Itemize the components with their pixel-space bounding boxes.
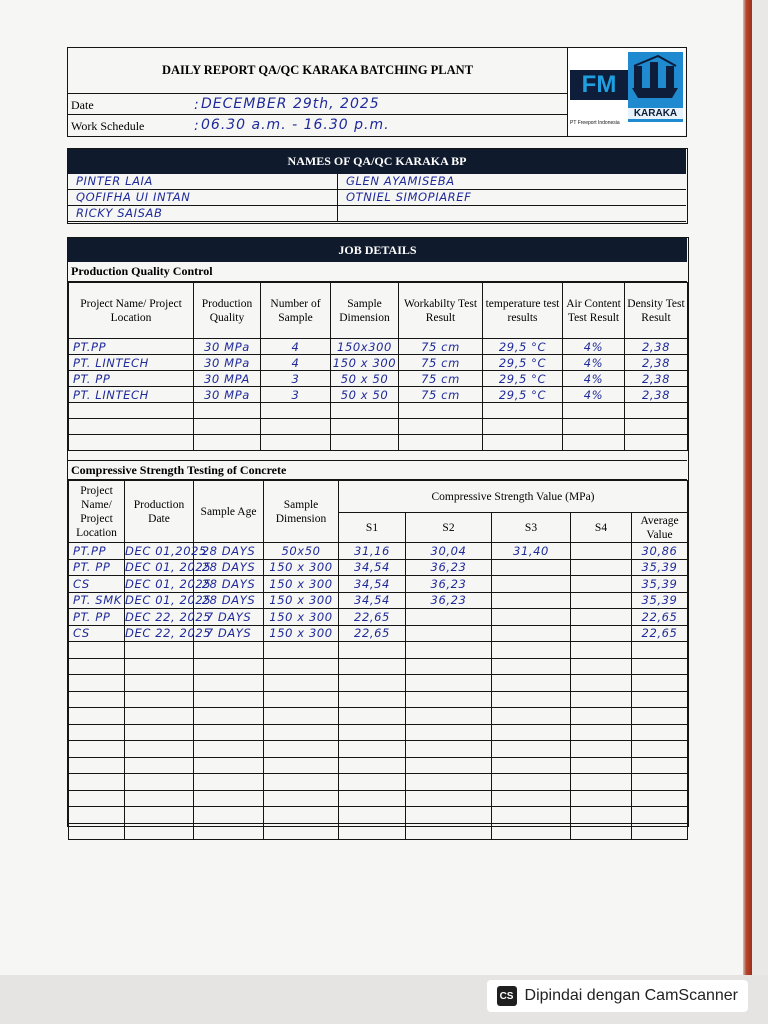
table-cell <box>69 724 125 741</box>
table-cell <box>571 741 632 758</box>
table-cell <box>339 724 406 741</box>
table-cell: 34,54 <box>339 559 406 576</box>
table-cell <box>264 691 339 708</box>
name-cell: GLEN AYAMISEBA <box>338 174 686 190</box>
compressive-row <box>69 642 688 659</box>
company-logo <box>568 48 685 135</box>
table-cell <box>125 823 194 840</box>
production-header-row <box>69 283 688 339</box>
table-cell <box>625 435 688 451</box>
production-quality-table <box>68 282 688 451</box>
table-cell <box>194 724 264 741</box>
table-cell <box>125 741 194 758</box>
table-cell: 34,54 <box>339 576 406 593</box>
schedule-label: Work Schedule <box>71 119 145 133</box>
compressive-row <box>69 724 688 741</box>
table-cell <box>406 823 492 840</box>
table-cell <box>339 691 406 708</box>
table-cell <box>69 642 125 659</box>
table-cell: DEC 01,2025 <box>125 543 207 558</box>
table-cell: 36,23 <box>406 559 492 576</box>
name-cell: PINTER LAIA <box>68 174 338 190</box>
production-row <box>69 339 688 355</box>
table-cell: DEC 22, 2025 <box>125 609 212 624</box>
table-cell <box>632 790 688 807</box>
compressive-row <box>69 807 688 824</box>
table-cell <box>194 642 264 659</box>
table-cell: 29,5 °C <box>483 339 563 355</box>
table-cell <box>492 592 571 609</box>
col-header: Project Name/ Project Location <box>69 481 125 543</box>
table-cell <box>406 609 492 626</box>
karaka-logo-text: KARAKA <box>628 108 683 119</box>
table-cell <box>571 576 632 593</box>
col-header: Air Content Test Result <box>563 283 625 339</box>
table-cell <box>483 403 563 419</box>
table-cell: 31,40 <box>492 543 571 560</box>
table-cell <box>264 741 339 758</box>
table-cell <box>194 790 264 807</box>
table-cell <box>632 642 688 659</box>
table-cell <box>264 724 339 741</box>
table-cell: PT.PP <box>69 339 194 355</box>
table-cell <box>194 708 264 725</box>
table-cell <box>571 625 632 642</box>
table-cell <box>264 642 339 659</box>
table-cell <box>406 741 492 758</box>
compressive-row <box>69 757 688 774</box>
job-details-title: JOB DETAILS <box>68 238 687 262</box>
table-cell: 30,86 <box>632 543 688 560</box>
compressive-row <box>69 675 688 692</box>
table-cell <box>194 807 264 824</box>
table-cell <box>406 724 492 741</box>
table-cell <box>563 403 625 419</box>
table-cell <box>339 741 406 758</box>
names-grid <box>68 174 686 222</box>
table-cell: 75 cm <box>399 387 483 403</box>
schedule-row <box>68 115 568 136</box>
table-cell: CS <box>69 576 125 593</box>
table-cell: 50x50 <box>264 543 339 560</box>
table-cell <box>632 774 688 791</box>
report-title: DAILY REPORT QA/QC KARAKA BATCHING PLANT <box>68 48 568 94</box>
table-cell <box>492 790 571 807</box>
table-cell <box>264 807 339 824</box>
compressive-row <box>69 708 688 725</box>
table-cell: PT. SMK <box>69 592 125 609</box>
table-cell <box>492 741 571 758</box>
table-cell: 35,39 <box>632 592 688 609</box>
table-cell <box>264 708 339 725</box>
date-label: Date <box>71 98 94 112</box>
table-cell <box>492 691 571 708</box>
table-cell: 3 <box>261 387 331 403</box>
table-cell <box>69 807 125 824</box>
name-cell: OTNIEL SIMOPIAREF <box>338 190 686 206</box>
table-cell: 4% <box>563 355 625 371</box>
table-cell: 28 DAYS <box>194 592 264 609</box>
job-details-section <box>67 237 689 827</box>
table-cell: 30,04 <box>406 543 492 560</box>
table-cell: PT.PP <box>69 543 125 560</box>
name-cell <box>338 206 686 222</box>
col-header: Project Name/ Project Location <box>69 283 194 339</box>
table-cell <box>632 807 688 824</box>
table-cell <box>406 658 492 675</box>
table-cell: 35,39 <box>632 559 688 576</box>
table-cell <box>571 807 632 824</box>
table-cell <box>492 757 571 774</box>
table-cell: 29,5 °C <box>483 387 563 403</box>
table-cell: 4 <box>261 339 331 355</box>
table-cell: 75 cm <box>399 371 483 387</box>
table-cell <box>69 435 194 451</box>
table-cell: 22,65 <box>339 625 406 642</box>
table-cell <box>261 403 331 419</box>
date-colon: : <box>194 97 200 113</box>
compressive-row <box>69 592 688 609</box>
table-cell <box>399 419 483 435</box>
table-cell <box>492 724 571 741</box>
table-cell: DEC 22, 2025 <box>125 626 212 641</box>
table-cell <box>492 625 571 642</box>
table-cell <box>264 658 339 675</box>
compressive-header-row-1 <box>69 481 688 513</box>
table-cell <box>69 741 125 758</box>
batching-plant-icon <box>628 52 683 108</box>
table-cell: 28 DAYS <box>194 559 264 576</box>
production-table-body <box>69 339 688 451</box>
table-cell <box>125 807 194 824</box>
table-cell: PT. PP <box>69 559 125 576</box>
table-cell: 150 x 300 <box>264 559 339 576</box>
table-cell <box>194 435 261 451</box>
col-header: Sample Dimension <box>331 283 399 339</box>
table-cell <box>264 823 339 840</box>
compressive-strength-heading: Compressive Strength Testing of Concrete <box>68 460 687 480</box>
table-cell <box>125 642 194 659</box>
table-cell: 4% <box>563 387 625 403</box>
table-cell <box>194 419 261 435</box>
compressive-table-body <box>69 543 688 840</box>
col-header: Production Quality <box>194 283 261 339</box>
table-cell <box>69 823 125 840</box>
table-cell <box>69 774 125 791</box>
table-cell <box>492 807 571 824</box>
table-cell <box>571 658 632 675</box>
col-header: Production Date <box>125 481 194 543</box>
table-cell <box>571 774 632 791</box>
table-cell <box>339 757 406 774</box>
company-logo-text: PT Freeport Indonesia <box>570 120 620 126</box>
production-quality-heading: Production Quality Control <box>68 262 687 282</box>
table-cell <box>406 790 492 807</box>
compressive-row <box>69 609 688 626</box>
table-cell <box>69 675 125 692</box>
date-row <box>68 94 568 115</box>
table-cell: 150x300 <box>331 339 399 355</box>
table-cell <box>406 642 492 659</box>
table-cell <box>632 658 688 675</box>
col-header: temperature test results <box>483 283 563 339</box>
table-cell: DEC 01, 2025 <box>125 593 212 608</box>
table-cell <box>69 658 125 675</box>
table-cell <box>632 757 688 774</box>
name-cell: RICKY SAISAB <box>68 206 338 222</box>
table-cell: 2,38 <box>625 355 688 371</box>
table-cell <box>194 774 264 791</box>
table-cell <box>69 403 194 419</box>
table-cell <box>331 419 399 435</box>
compressive-row <box>69 691 688 708</box>
table-cell <box>339 675 406 692</box>
table-cell <box>125 724 194 741</box>
table-cell: 7 DAYS <box>194 609 264 626</box>
paper-edge-stripe <box>743 0 752 1000</box>
table-cell <box>571 691 632 708</box>
names-title: NAMES OF QA/QC KARAKA BP <box>68 149 686 174</box>
date-value: DECEMBER 29th, 2025 <box>201 96 380 112</box>
table-cell: 29,5 °C <box>483 355 563 371</box>
col-header: S1 <box>339 513 406 543</box>
table-cell <box>563 419 625 435</box>
camscanner-text: Dipindai dengan CamScanner <box>524 987 738 1004</box>
table-cell: 28 DAYS <box>194 543 264 560</box>
table-cell <box>261 419 331 435</box>
table-cell: 3 <box>261 371 331 387</box>
table-cell <box>69 757 125 774</box>
table-cell <box>406 625 492 642</box>
col-header: S3 <box>492 513 571 543</box>
col-header: Number of Sample <box>261 283 331 339</box>
table-cell <box>492 658 571 675</box>
table-cell: 7 DAYS <box>194 625 264 642</box>
table-cell <box>125 708 194 725</box>
table-cell <box>264 757 339 774</box>
table-cell <box>339 774 406 791</box>
table-cell: 22,65 <box>339 609 406 626</box>
table-cell: PT. PP <box>69 609 125 626</box>
col-header: S2 <box>406 513 492 543</box>
table-cell <box>339 790 406 807</box>
col-header: S4 <box>571 513 632 543</box>
table-cell <box>406 757 492 774</box>
table-cell <box>571 642 632 659</box>
camscanner-icon: CS <box>497 986 517 1006</box>
table-cell: 35,39 <box>632 576 688 593</box>
table-cell <box>571 609 632 626</box>
table-cell <box>632 691 688 708</box>
fm-logo: FM <box>570 70 628 100</box>
production-row <box>69 403 688 419</box>
table-cell <box>125 774 194 791</box>
table-cell <box>69 790 125 807</box>
table-cell <box>492 774 571 791</box>
table-cell <box>571 790 632 807</box>
table-cell <box>339 823 406 840</box>
table-cell: 31,16 <box>339 543 406 560</box>
table-cell <box>625 419 688 435</box>
col-header: Sample Age <box>194 481 264 543</box>
table-cell <box>194 403 261 419</box>
table-cell <box>632 741 688 758</box>
schedule-value: 06.30 a.m. - 16.30 p.m. <box>201 117 390 133</box>
table-cell <box>125 658 194 675</box>
compressive-row <box>69 774 688 791</box>
table-cell: 36,23 <box>406 576 492 593</box>
compressive-row <box>69 790 688 807</box>
table-cell: 22,65 <box>632 625 688 642</box>
table-cell <box>194 691 264 708</box>
table-cell <box>69 691 125 708</box>
table-cell: 75 cm <box>399 339 483 355</box>
compressive-row <box>69 741 688 758</box>
table-cell <box>571 724 632 741</box>
name-cell: QOFIFHA UI INTAN <box>68 190 338 206</box>
table-cell: 36,23 <box>406 592 492 609</box>
table-cell: 150 x 300 <box>264 625 339 642</box>
compressive-row <box>69 658 688 675</box>
table-cell <box>571 823 632 840</box>
table-cell <box>264 790 339 807</box>
table-cell: 150 x 300 <box>331 355 399 371</box>
col-header: Sample Dimension <box>264 481 339 543</box>
col-header: Workabilty Test Result <box>399 283 483 339</box>
compressive-row <box>69 823 688 840</box>
production-row <box>69 371 688 387</box>
table-cell: PT. LINTECH <box>69 355 194 371</box>
table-cell <box>125 691 194 708</box>
table-cell <box>632 823 688 840</box>
table-cell <box>632 708 688 725</box>
table-cell: 4 <box>261 355 331 371</box>
table-cell <box>492 675 571 692</box>
table-cell: 50 x 50 <box>331 387 399 403</box>
table-cell: 4% <box>563 339 625 355</box>
table-cell <box>483 435 563 451</box>
table-cell <box>632 675 688 692</box>
col-header: Density Test Result <box>625 283 688 339</box>
table-cell: 2,38 <box>625 371 688 387</box>
table-cell: DEC 01, 2025 <box>125 560 212 575</box>
report-header <box>67 47 687 137</box>
table-cell <box>125 757 194 774</box>
names-section <box>67 148 688 224</box>
table-cell <box>571 543 632 560</box>
schedule-colon: : <box>194 118 200 134</box>
compressive-row <box>69 543 688 560</box>
table-cell <box>339 642 406 659</box>
table-cell: PT. LINTECH <box>69 387 194 403</box>
table-cell <box>406 675 492 692</box>
table-cell <box>125 790 194 807</box>
table-cell <box>69 708 125 725</box>
table-cell <box>492 642 571 659</box>
table-cell <box>331 403 399 419</box>
production-row <box>69 435 688 451</box>
col-header-group: Compressive Strength Value (MPa) <box>339 481 688 513</box>
table-cell <box>399 435 483 451</box>
table-cell <box>492 823 571 840</box>
table-cell <box>571 708 632 725</box>
table-cell <box>406 774 492 791</box>
table-cell: 2,38 <box>625 339 688 355</box>
table-cell: 50 x 50 <box>331 371 399 387</box>
table-cell: 30 MPa <box>194 387 261 403</box>
table-cell <box>406 807 492 824</box>
table-cell <box>399 403 483 419</box>
table-cell <box>264 675 339 692</box>
table-cell <box>339 658 406 675</box>
production-row <box>69 355 688 371</box>
table-cell <box>632 724 688 741</box>
table-cell <box>483 419 563 435</box>
table-cell: 30 MPa <box>194 339 261 355</box>
table-cell <box>571 757 632 774</box>
table-cell: 4% <box>563 371 625 387</box>
table-cell: 22,65 <box>632 609 688 626</box>
table-cell <box>492 609 571 626</box>
table-cell <box>194 823 264 840</box>
production-row <box>69 419 688 435</box>
table-cell <box>339 807 406 824</box>
compressive-strength-table <box>68 480 688 840</box>
table-cell: 2,38 <box>625 387 688 403</box>
table-cell <box>406 708 492 725</box>
table-cell <box>194 675 264 692</box>
table-cell: CS <box>69 625 125 642</box>
table-cell <box>339 708 406 725</box>
table-cell <box>571 675 632 692</box>
table-cell: 150 x 300 <box>264 576 339 593</box>
table-cell <box>571 559 632 576</box>
table-cell: 150 x 300 <box>264 592 339 609</box>
table-cell <box>264 774 339 791</box>
compressive-row <box>69 576 688 593</box>
table-cell <box>563 435 625 451</box>
table-cell <box>625 403 688 419</box>
compressive-row <box>69 625 688 642</box>
table-cell: 75 cm <box>399 355 483 371</box>
table-cell: 29,5 °C <box>483 371 563 387</box>
table-cell <box>261 435 331 451</box>
production-row <box>69 387 688 403</box>
table-cell: 150 x 300 <box>264 609 339 626</box>
table-cell <box>194 757 264 774</box>
table-cell <box>406 691 492 708</box>
table-cell <box>194 658 264 675</box>
table-cell: 30 MPa <box>194 355 261 371</box>
compressive-row <box>69 559 688 576</box>
table-cell: DEC 01, 2025 <box>125 576 212 591</box>
table-cell <box>125 675 194 692</box>
table-cell: 34,54 <box>339 592 406 609</box>
table-cell: PT. PP <box>69 371 194 387</box>
table-cell: 28 DAYS <box>194 576 264 593</box>
col-header: Average Value <box>632 513 688 543</box>
table-cell <box>492 708 571 725</box>
table-cell <box>69 419 194 435</box>
table-cell <box>331 435 399 451</box>
table-cell <box>492 559 571 576</box>
table-cell <box>571 592 632 609</box>
table-cell <box>194 741 264 758</box>
table-cell <box>492 576 571 593</box>
table-cell: 30 MPA <box>194 371 261 387</box>
camscanner-watermark <box>487 980 748 1012</box>
